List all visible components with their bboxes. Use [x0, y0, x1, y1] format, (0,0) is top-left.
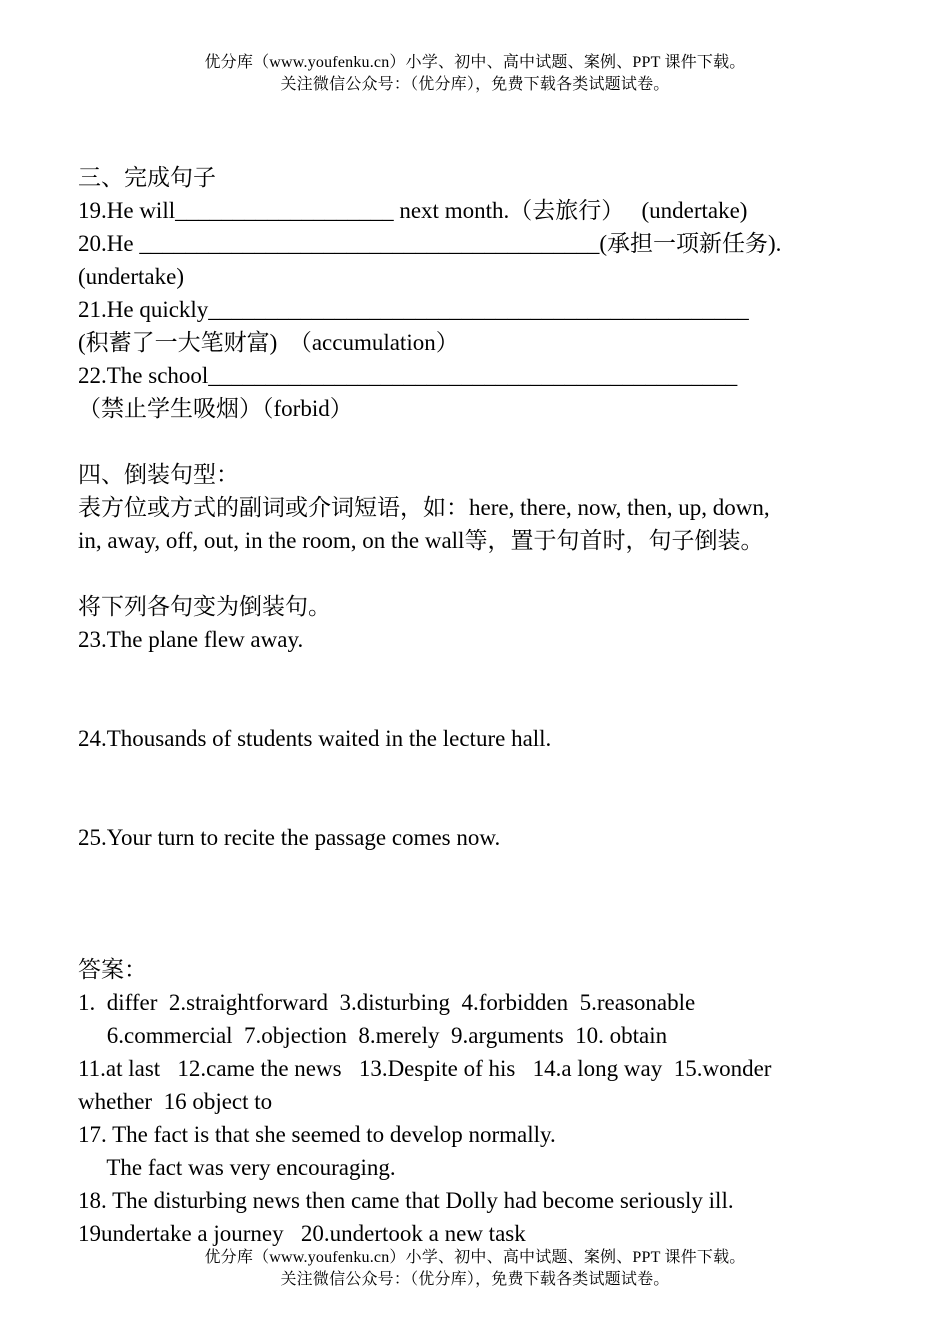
- rule-line-2: in, away, off, out, in the room, on the wall等，置于句首时，句子倒装。: [78, 528, 764, 553]
- answer-line-1: 1. differ 2.straightforward 3.disturbing 4.forbidden 5.reasonable: [78, 990, 696, 1015]
- footer-line-1: 优分库（www.youfenku.cn）小学、初中、高中试题、案例、PPT 课件下载。: [204, 1249, 746, 1266]
- answer-line-4: whether 16 object to: [78, 1089, 273, 1114]
- question-24: 24.Thousands of students waited in the lecture hall.: [78, 726, 552, 751]
- question-23: 23.The plane flew away.: [78, 627, 304, 652]
- question-20-hint: (undertake): [78, 264, 184, 289]
- question-20: 20.He ________________________________________(承担一项新任务).: [78, 231, 782, 256]
- answer-line-2: 6.commercial 7.objection 8.merely 9.arguments 10. obtain: [78, 1023, 668, 1048]
- question-25: 25.Your turn to recite the passage comes now.: [78, 825, 501, 850]
- spacer: [78, 854, 878, 953]
- header-line-1: 优分库（www.youfenku.cn）小学、初中、高中试题、案例、PPT 课件下载。: [204, 54, 746, 71]
- answer-line-5: 17. The fact is that she seemed to develop normally.: [78, 1122, 556, 1147]
- answer-line-8: 19undertake a journey 20.undertook a new task: [78, 1221, 526, 1246]
- answers-title: 答案：: [78, 957, 147, 982]
- question-19: 19.He will___________________ next month.（去旅行） (undertake): [78, 198, 748, 223]
- question-21: 21.He quickly_______________________________________________: [78, 297, 749, 322]
- section-3-title: 三、完成句子: [78, 165, 216, 190]
- spacer: [78, 656, 878, 722]
- spacer: [78, 755, 878, 821]
- answer-line-7: 18. The disturbing news then came that Dolly had become seriously ill.: [78, 1188, 734, 1213]
- section-4-title: 四、倒装句型：: [78, 462, 239, 487]
- spacer: [78, 425, 878, 458]
- document-body: [78, 161, 878, 1250]
- instruction: 将下列各句变为倒装句。: [78, 594, 331, 619]
- header-line-2: 关注微信公众号：（优分库），免费下载各类试题试卷。: [280, 76, 670, 93]
- spacer: [78, 557, 878, 590]
- question-22-hint: （禁止学生吸烟）（forbid）: [78, 396, 353, 421]
- question-21-hint: (积蓄了一大笔财富) （accumulation）: [78, 330, 459, 355]
- question-22: 22.The school______________________________________________: [78, 363, 738, 388]
- answer-line-3: 11.at last 12.came the news 13.Despite of his 14.a long way 15.wonder: [78, 1056, 772, 1081]
- footer-line-2: 关注微信公众号：（优分库），免费下载各类试题试卷。: [280, 1271, 670, 1288]
- rule-line-1: 表方位或方式的副词或介词短语，如：here, there, now, then, up, down,: [78, 495, 770, 520]
- answer-line-6: The fact was very encouraging.: [78, 1155, 396, 1180]
